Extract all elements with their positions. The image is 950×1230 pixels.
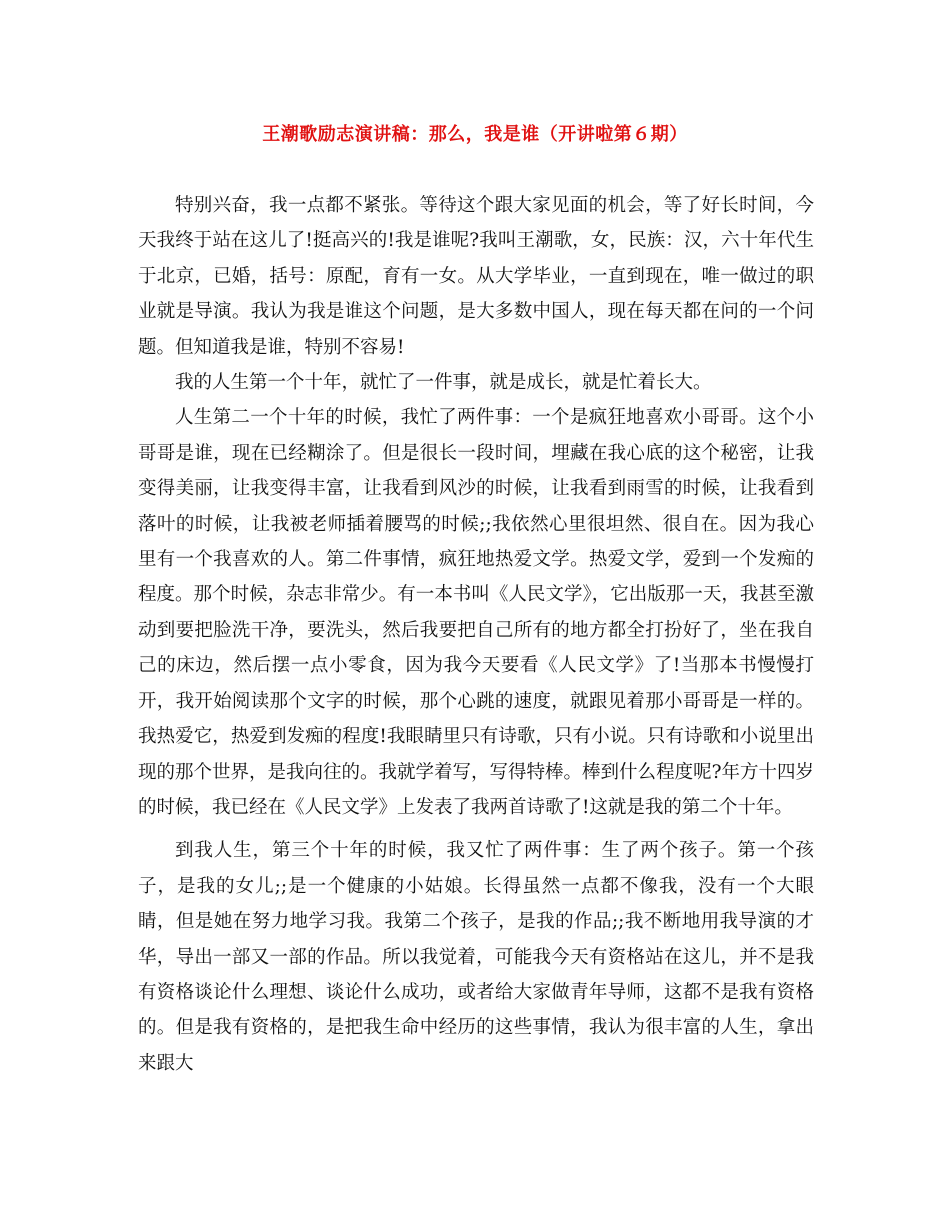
paragraph-4: 到我人生，第三个十年的时候，我又忙了两件事：生了两个孩子。第一个孩子，是我的女儿;;是一个健康的小姑娘。长得虽然一点都不像我，没有一个大眼睛，但是她在努力地学习我。我第二个孩子，是我的作品;;我不断地用我导演的才华，导出一部又一部的作品。所以我觉着，可能我今天有资格站在这儿，并不是我有资格谈论什么理想、谈论什么成功，或者给大家做青年导师，这都不是我有资格的。但是我有资格的，是把我生命中经历的这些事情，我认为很丰富的人生，拿出来跟大 xyxy=(138,840,814,1074)
paragraph-1: 特别兴奋，我一点都不紧张。等待这个跟大家见面的机会，等了好长时间，今天我终于站在这儿了!挺高兴的!我是谁呢?我叫王潮歌，女，民族：汉，六十年代生于北京，已婚，括号：原配，育有一女。从大学毕业，一直到现在，唯一做过的职业就是导演。我认为我是谁这个问题，是大多数中国人，现在每天都在问的一个问题。但知道我是谁，特别不容易! xyxy=(138,195,814,358)
paragraph-3: 人生第二一个十年的时候，我忙了两件事：一个是疯狂地喜欢小哥哥。这个小哥哥是谁，现在已经糊涂了。但是很长一段时间，埋藏在我心底的这个秘密，让我变得美丽，让我变得丰富，让我看到风沙的时候，让我看到雨雪的时候，让我看到落叶的时候，让我被老师插着腰骂的时候;;我依然心里很坦然、很自在。因为我心里有一个我喜欢的人。第二件事情，疯狂地热爱文学。热爱文学，爱到一个发痴的程度。那个时候，杂志非常少。有一本书叫《人民文学》，它出版那一天，我甚至激动到要把脸洗干净，要洗头，然后我要把自己所有的地方都全打扮好了，坐在我自己的床边，然后摆一点小零食，因为我今天要看《人民文学》了!当那本书慢慢打开，我开始阅读那个文字的时候，那个心跳的速度，就跟见着那小哥哥是一样的。我热爱它，热爱到发痴的程度!我眼睛里只有诗歌，只有小说。只有诗歌和小说里出现的那个世界，是我向往的。我就学着写，写得特棒。棒到什么程度呢?年方十四岁的时候，我已经在《人民文学》上发表了我两首诗歌了!这就是我的第二个十年。 xyxy=(138,407,814,818)
paragraph-2: 我的人生第一个十年，就忙了一件事，就是成长，就是忙着长大。 xyxy=(175,372,712,394)
document-title: 王潮歌励志演讲稿：那么，我是谁（开讲啦第６期） xyxy=(262,124,688,145)
document-body xyxy=(138,188,814,1081)
